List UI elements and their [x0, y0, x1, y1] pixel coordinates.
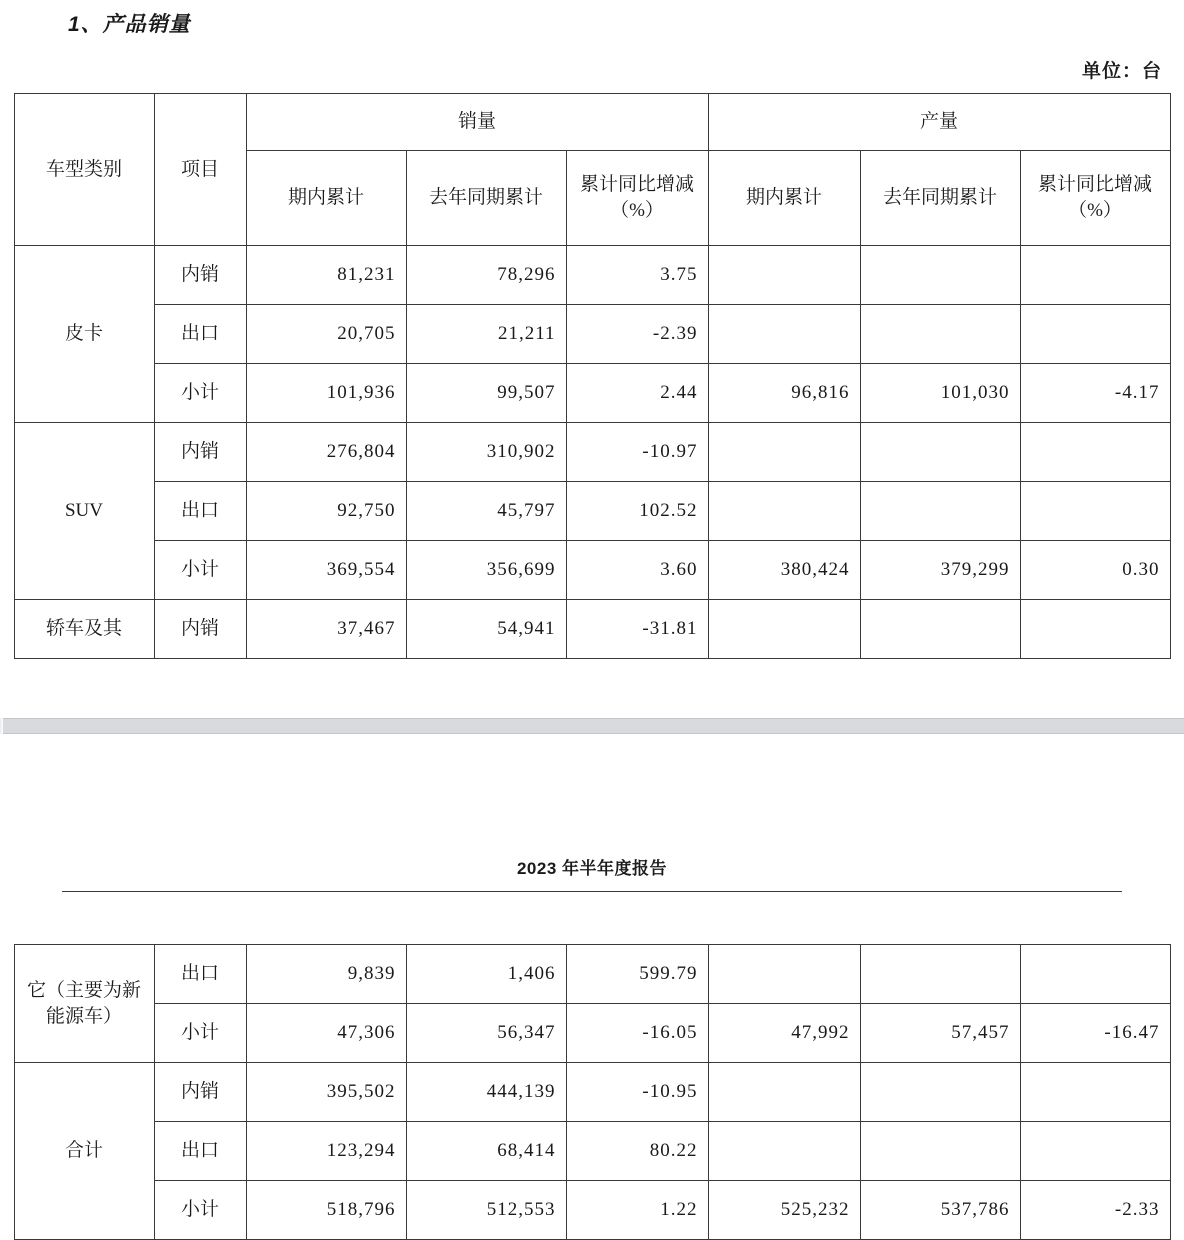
row-category: 轿车及其 [14, 600, 154, 659]
header-divider [62, 891, 1122, 892]
column-header-prod-period: 期内累计 [708, 151, 860, 246]
cell-sales-yoy: -10.95 [566, 1063, 708, 1122]
row-item: 小计 [154, 541, 246, 600]
cell-sales-last-year: 512,553 [406, 1181, 566, 1240]
column-header-sales-period: 期内累计 [246, 151, 406, 246]
table-row [14, 305, 1170, 364]
cell-sales-period: 37,467 [246, 600, 406, 659]
cell-sales-yoy: -31.81 [566, 600, 708, 659]
column-header-sales-yoy: 累计同比增减（%） [566, 151, 708, 246]
cell-prod-period: 96,816 [708, 364, 860, 423]
cell-prod-period: 47,992 [708, 1004, 860, 1063]
cell-prod-yoy [1020, 1122, 1170, 1181]
cell-prod-last-year [860, 305, 1020, 364]
cell-prod-yoy [1020, 482, 1170, 541]
cell-sales-last-year: 45,797 [406, 482, 566, 541]
cell-sales-last-year: 310,902 [406, 423, 566, 482]
row-category: 合计 [14, 1063, 154, 1240]
row-item: 出口 [154, 1122, 246, 1181]
cell-sales-yoy: 1.22 [566, 1181, 708, 1240]
row-item: 小计 [154, 364, 246, 423]
cell-sales-last-year: 56,347 [406, 1004, 566, 1063]
cell-prod-yoy [1020, 945, 1170, 1004]
table-row [14, 1181, 1170, 1240]
row-item: 出口 [154, 945, 246, 1004]
cell-prod-period [708, 423, 860, 482]
cell-prod-period [708, 246, 860, 305]
product-sales-table-bottom [14, 944, 1171, 1240]
table-row [14, 1063, 1170, 1122]
table-header-row-groups [14, 94, 1170, 151]
cell-prod-last-year: 379,299 [860, 541, 1020, 600]
row-item: 出口 [154, 305, 246, 364]
table-row [14, 1122, 1170, 1181]
cell-sales-period: 20,705 [246, 305, 406, 364]
row-item: 内销 [154, 1063, 246, 1122]
report-running-header: 2023 年半年度报告 [516, 859, 668, 878]
cell-sales-period: 101,936 [246, 364, 406, 423]
cell-sales-period: 47,306 [246, 1004, 406, 1063]
group-header-sales: 销量 [246, 94, 708, 151]
row-item: 小计 [154, 1004, 246, 1063]
cell-prod-last-year [860, 482, 1020, 541]
row-item: 出口 [154, 482, 246, 541]
cell-sales-yoy: -10.97 [566, 423, 708, 482]
column-header-item: 项目 [154, 94, 246, 246]
cell-sales-yoy: 2.44 [566, 364, 708, 423]
cell-sales-yoy: 599.79 [566, 945, 708, 1004]
cell-sales-period: 81,231 [246, 246, 406, 305]
cell-prod-yoy: -2.33 [1020, 1181, 1170, 1240]
column-header-prod-yoy: 累计同比增减（%） [1020, 151, 1170, 246]
cell-sales-period: 276,804 [246, 423, 406, 482]
row-item: 小计 [154, 1181, 246, 1240]
cell-prod-yoy [1020, 1063, 1170, 1122]
cell-prod-last-year [860, 1063, 1020, 1122]
cell-sales-period: 92,750 [246, 482, 406, 541]
cell-prod-yoy [1020, 600, 1170, 659]
row-item: 内销 [154, 423, 246, 482]
cell-prod-period: 380,424 [708, 541, 860, 600]
cell-prod-yoy [1020, 305, 1170, 364]
table-row [14, 600, 1170, 659]
cell-sales-period: 395,502 [246, 1063, 406, 1122]
cell-prod-yoy: -4.17 [1020, 364, 1170, 423]
column-header-prod-last-year: 去年同期累计 [860, 151, 1020, 246]
page-title: 1、产品销量 [68, 13, 191, 36]
cell-sales-yoy: -2.39 [566, 305, 708, 364]
table-row [14, 364, 1170, 423]
unit-label: 单位：台 [1081, 61, 1162, 82]
cell-sales-yoy: 80.22 [566, 1122, 708, 1181]
cell-prod-last-year: 57,457 [860, 1004, 1020, 1063]
table-row [14, 945, 1170, 1004]
cell-sales-last-year: 78,296 [406, 246, 566, 305]
row-category: 皮卡 [14, 246, 154, 423]
cell-sales-yoy: -16.05 [566, 1004, 708, 1063]
row-category: 它（主要为新能源车） [14, 945, 154, 1063]
row-item: 内销 [154, 600, 246, 659]
cell-sales-period: 9,839 [246, 945, 406, 1004]
cell-prod-last-year: 101,030 [860, 364, 1020, 423]
group-header-production: 产量 [708, 94, 1170, 151]
cell-prod-last-year [860, 1122, 1020, 1181]
product-sales-table-top [14, 93, 1171, 659]
cell-prod-period [708, 482, 860, 541]
cell-prod-last-year [860, 423, 1020, 482]
cell-prod-last-year [860, 945, 1020, 1004]
table-row [14, 423, 1170, 482]
table-row [14, 246, 1170, 305]
row-item: 内销 [154, 246, 246, 305]
cell-sales-yoy: 3.60 [566, 541, 708, 600]
cell-prod-last-year [860, 246, 1020, 305]
cell-sales-last-year: 99,507 [406, 364, 566, 423]
cell-prod-period [708, 600, 860, 659]
cell-sales-yoy: 3.75 [566, 246, 708, 305]
cell-sales-last-year: 356,699 [406, 541, 566, 600]
cell-sales-last-year: 54,941 [406, 600, 566, 659]
cell-sales-last-year: 68,414 [406, 1122, 566, 1181]
cell-prod-last-year [860, 600, 1020, 659]
column-header-category: 车型类别 [14, 94, 154, 246]
cell-prod-yoy [1020, 246, 1170, 305]
table-row [14, 541, 1170, 600]
cell-prod-yoy [1020, 423, 1170, 482]
document-page-15 [0, 734, 1184, 1221]
page-separator [0, 718, 1184, 734]
document-page-14 [0, 8, 1184, 718]
cell-prod-period: 525,232 [708, 1181, 860, 1240]
cell-sales-yoy: 102.52 [566, 482, 708, 541]
table-row [14, 1004, 1170, 1063]
cell-sales-last-year: 21,211 [406, 305, 566, 364]
cell-prod-last-year: 537,786 [860, 1181, 1020, 1240]
cell-prod-period [708, 305, 860, 364]
cell-sales-period: 369,554 [246, 541, 406, 600]
cell-prod-period [708, 1122, 860, 1181]
cell-prod-yoy: -16.47 [1020, 1004, 1170, 1063]
row-category: SUV [14, 423, 154, 600]
cell-prod-yoy: 0.30 [1020, 541, 1170, 600]
cell-sales-last-year: 444,139 [406, 1063, 566, 1122]
cell-prod-period [708, 1063, 860, 1122]
table-row [14, 482, 1170, 541]
cell-sales-period: 518,796 [246, 1181, 406, 1240]
cell-sales-last-year: 1,406 [406, 945, 566, 1004]
cell-sales-period: 123,294 [246, 1122, 406, 1181]
cell-prod-period [708, 945, 860, 1004]
column-header-sales-last-year: 去年同期累计 [406, 151, 566, 246]
